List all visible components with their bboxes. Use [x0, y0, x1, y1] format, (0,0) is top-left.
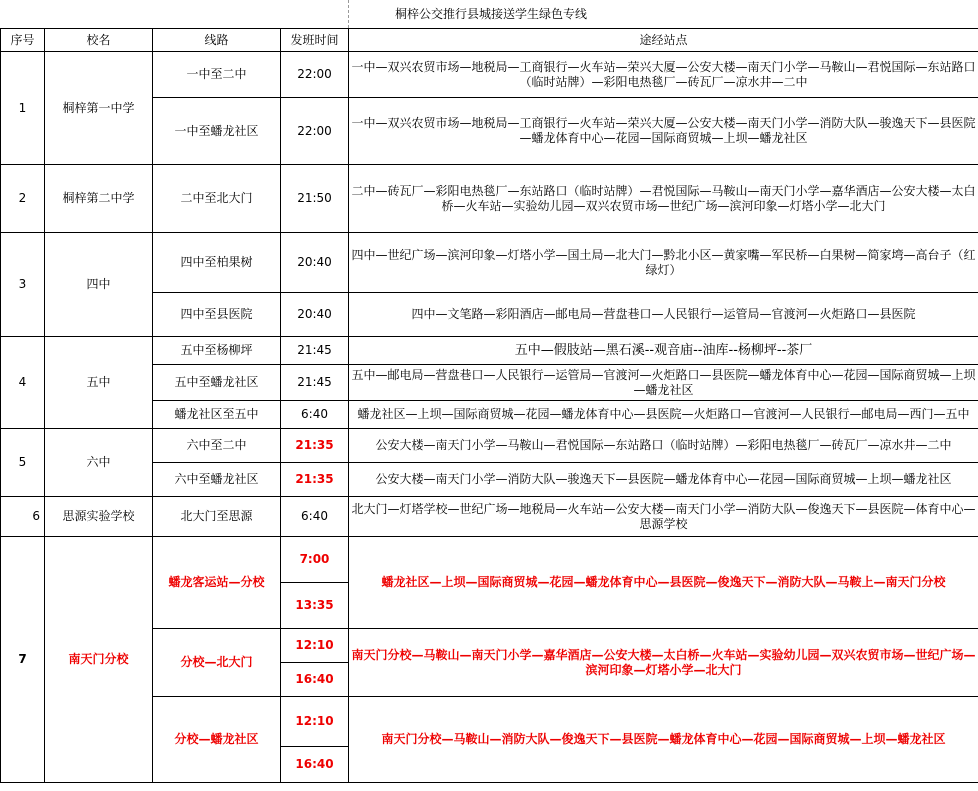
- table-row: [1, 52, 978, 98]
- school-name: 四中: [45, 233, 153, 337]
- departure-time: 20:40: [281, 293, 349, 337]
- row-index: 5: [1, 429, 45, 497]
- departure-time: 21:50: [281, 165, 349, 233]
- row-index: 4: [1, 337, 45, 429]
- departure-time: 21:35: [281, 429, 349, 463]
- route-name: 五中至蟠龙社区: [153, 365, 281, 401]
- route-name: 分校—北大门: [153, 629, 281, 697]
- row-index: 2: [1, 165, 45, 233]
- route-name: 一中至二中: [153, 52, 281, 98]
- route-name: 分校—蟠龙社区: [153, 697, 281, 783]
- row-index: 6: [1, 497, 45, 537]
- route-stops: 一中—双兴农贸市场—地税局—工商银行—火车站—荣兴大厦—公安大楼—南天门小学—马鞍山—君悦国际—东站路口（临时站牌）—彩阳电热毯厂—砖瓦厂—凉水井—二中: [349, 52, 978, 98]
- route-stops: 二中—砖瓦厂—彩阳电热毯厂—东站路口（临时站牌）—君悦国际—马鞍山—南天门小学—嘉华酒店—公安大楼—太白桥—火车站—实验幼儿园—双兴农贸市场—世纪广场—滨河印象—灯塔小学—北大门: [349, 165, 978, 233]
- row-index: 1: [1, 52, 45, 165]
- departure-time: 12:10: [281, 629, 349, 663]
- table-row: [1, 337, 978, 365]
- departure-time: 21:45: [281, 365, 349, 401]
- departure-time: 21:45: [281, 337, 349, 365]
- route-stops: 蟠龙社区—上坝—国际商贸城—花园—蟠龙体育中心—县医院—火炬路口—官渡河—人民银行—邮电局—西门—五中: [349, 401, 978, 429]
- departure-time: 22:00: [281, 52, 349, 98]
- header-route: 线路: [153, 29, 281, 52]
- departure-time: 16:40: [281, 663, 349, 697]
- schedule-table: [0, 28, 978, 783]
- page-title: 桐梓公交推行县城接送学生绿色专线: [395, 7, 588, 21]
- route-stops: 公安大楼—南天门小学—消防大队—骏逸天下—县医院—蟠龙体育中心—花园—国际商贸城—上坝—蟠龙社区: [349, 463, 978, 497]
- table-row: [1, 165, 978, 233]
- route-stops: 五中—假肢站—黑石溪--观音庙--油库--杨柳坪--茶厂: [349, 337, 978, 365]
- route-stops: 四中—文笔路—彩阳酒店—邮电局—营盘巷口—人民银行—运管局—官渡河—火炬路口—县医院: [349, 293, 978, 337]
- route-name: 四中至县医院: [153, 293, 281, 337]
- route-name: 六中至蟠龙社区: [153, 463, 281, 497]
- route-stops: 一中—双兴农贸市场—地税局—工商银行—火车站—荣兴大厦—公安大楼—南天门小学—消防大队—骏逸天下—县医院—蟠龙体育中心—花园—国际商贸城—上坝—蟠龙社区: [349, 98, 978, 165]
- route-name: 蟠龙社区至五中: [153, 401, 281, 429]
- route-stops: 南天门分校—马鞍山—南天门小学—嘉华酒店—公安大楼—太白桥—火车站—实验幼儿园—双兴农贸市场—世纪广场—滨河印象—灯塔小学—北大门: [349, 629, 978, 697]
- departure-time: 20:40: [281, 233, 349, 293]
- school-name: 南天门分校: [45, 537, 153, 783]
- route-name: 二中至北大门: [153, 165, 281, 233]
- school-name: 思源实验学校: [45, 497, 153, 537]
- route-stops: 公安大楼—南天门小学—马鞍山—君悦国际—东站路口（临时站牌）—彩阳电热毯厂—砖瓦厂—凉水井—二中: [349, 429, 978, 463]
- departure-time: 7:00: [281, 537, 349, 583]
- row-index: 3: [1, 233, 45, 337]
- route-name: 蟠龙客运站—分校: [153, 537, 281, 629]
- route-name: 六中至二中: [153, 429, 281, 463]
- route-stops: 蟠龙社区—上坝—国际商贸城—花园—蟠龙体育中心—县医院—俊逸天下—消防大队—马鞍上—南天门分校: [349, 537, 978, 629]
- route-stops: 南天门分校—马鞍山—消防大队—俊逸天下—县医院—蟠龙体育中心—花园—国际商贸城—上坝—蟠龙社区: [349, 697, 978, 783]
- table-header-row: [1, 29, 978, 52]
- departure-time: 22:00: [281, 98, 349, 165]
- departure-time: 21:35: [281, 463, 349, 497]
- route-stops: 四中—世纪广场—滨河印象—灯塔小学—国土局—北大门—黔北小区—黄家嘴—军民桥—白果树—简家塆—高台子（红绿灯）: [349, 233, 978, 293]
- route-name: 四中至柏果树: [153, 233, 281, 293]
- title-divider: [348, 0, 349, 28]
- table-row: [1, 233, 978, 293]
- table-row: [1, 429, 978, 463]
- header-school: 校名: [45, 29, 153, 52]
- row-index: 7: [1, 537, 45, 783]
- table-row: [1, 497, 978, 537]
- route-name: 北大门至思源: [153, 497, 281, 537]
- header-departure: 发班时间: [281, 29, 349, 52]
- header-index: 序号: [1, 29, 45, 52]
- departure-time: 16:40: [281, 747, 349, 783]
- school-name: 桐梓第二中学: [45, 165, 153, 233]
- route-stops: 北大门—灯塔学校—世纪广场—地税局—火车站—公安大楼—南天门小学—消防大队—俊逸天下—县医院—体育中心—思源学校: [349, 497, 978, 537]
- departure-time: 12:10: [281, 697, 349, 747]
- route-stops: 五中—邮电局—营盘巷口—人民银行—运管局—官渡河—火炬路口—县医院—蟠龙体育中心—花园—国际商贸城—上坝—蟠龙社区: [349, 365, 978, 401]
- school-name: 六中: [45, 429, 153, 497]
- departure-time: 13:35: [281, 583, 349, 629]
- school-name: 桐梓第一中学: [45, 52, 153, 165]
- school-name: 五中: [45, 337, 153, 429]
- route-name: 五中至杨柳坪: [153, 337, 281, 365]
- departure-time: 6:40: [281, 401, 349, 429]
- table-row: [1, 537, 978, 583]
- departure-time: 6:40: [281, 497, 349, 537]
- route-name: 一中至蟠龙社区: [153, 98, 281, 165]
- header-stops: 途经站点: [349, 29, 978, 52]
